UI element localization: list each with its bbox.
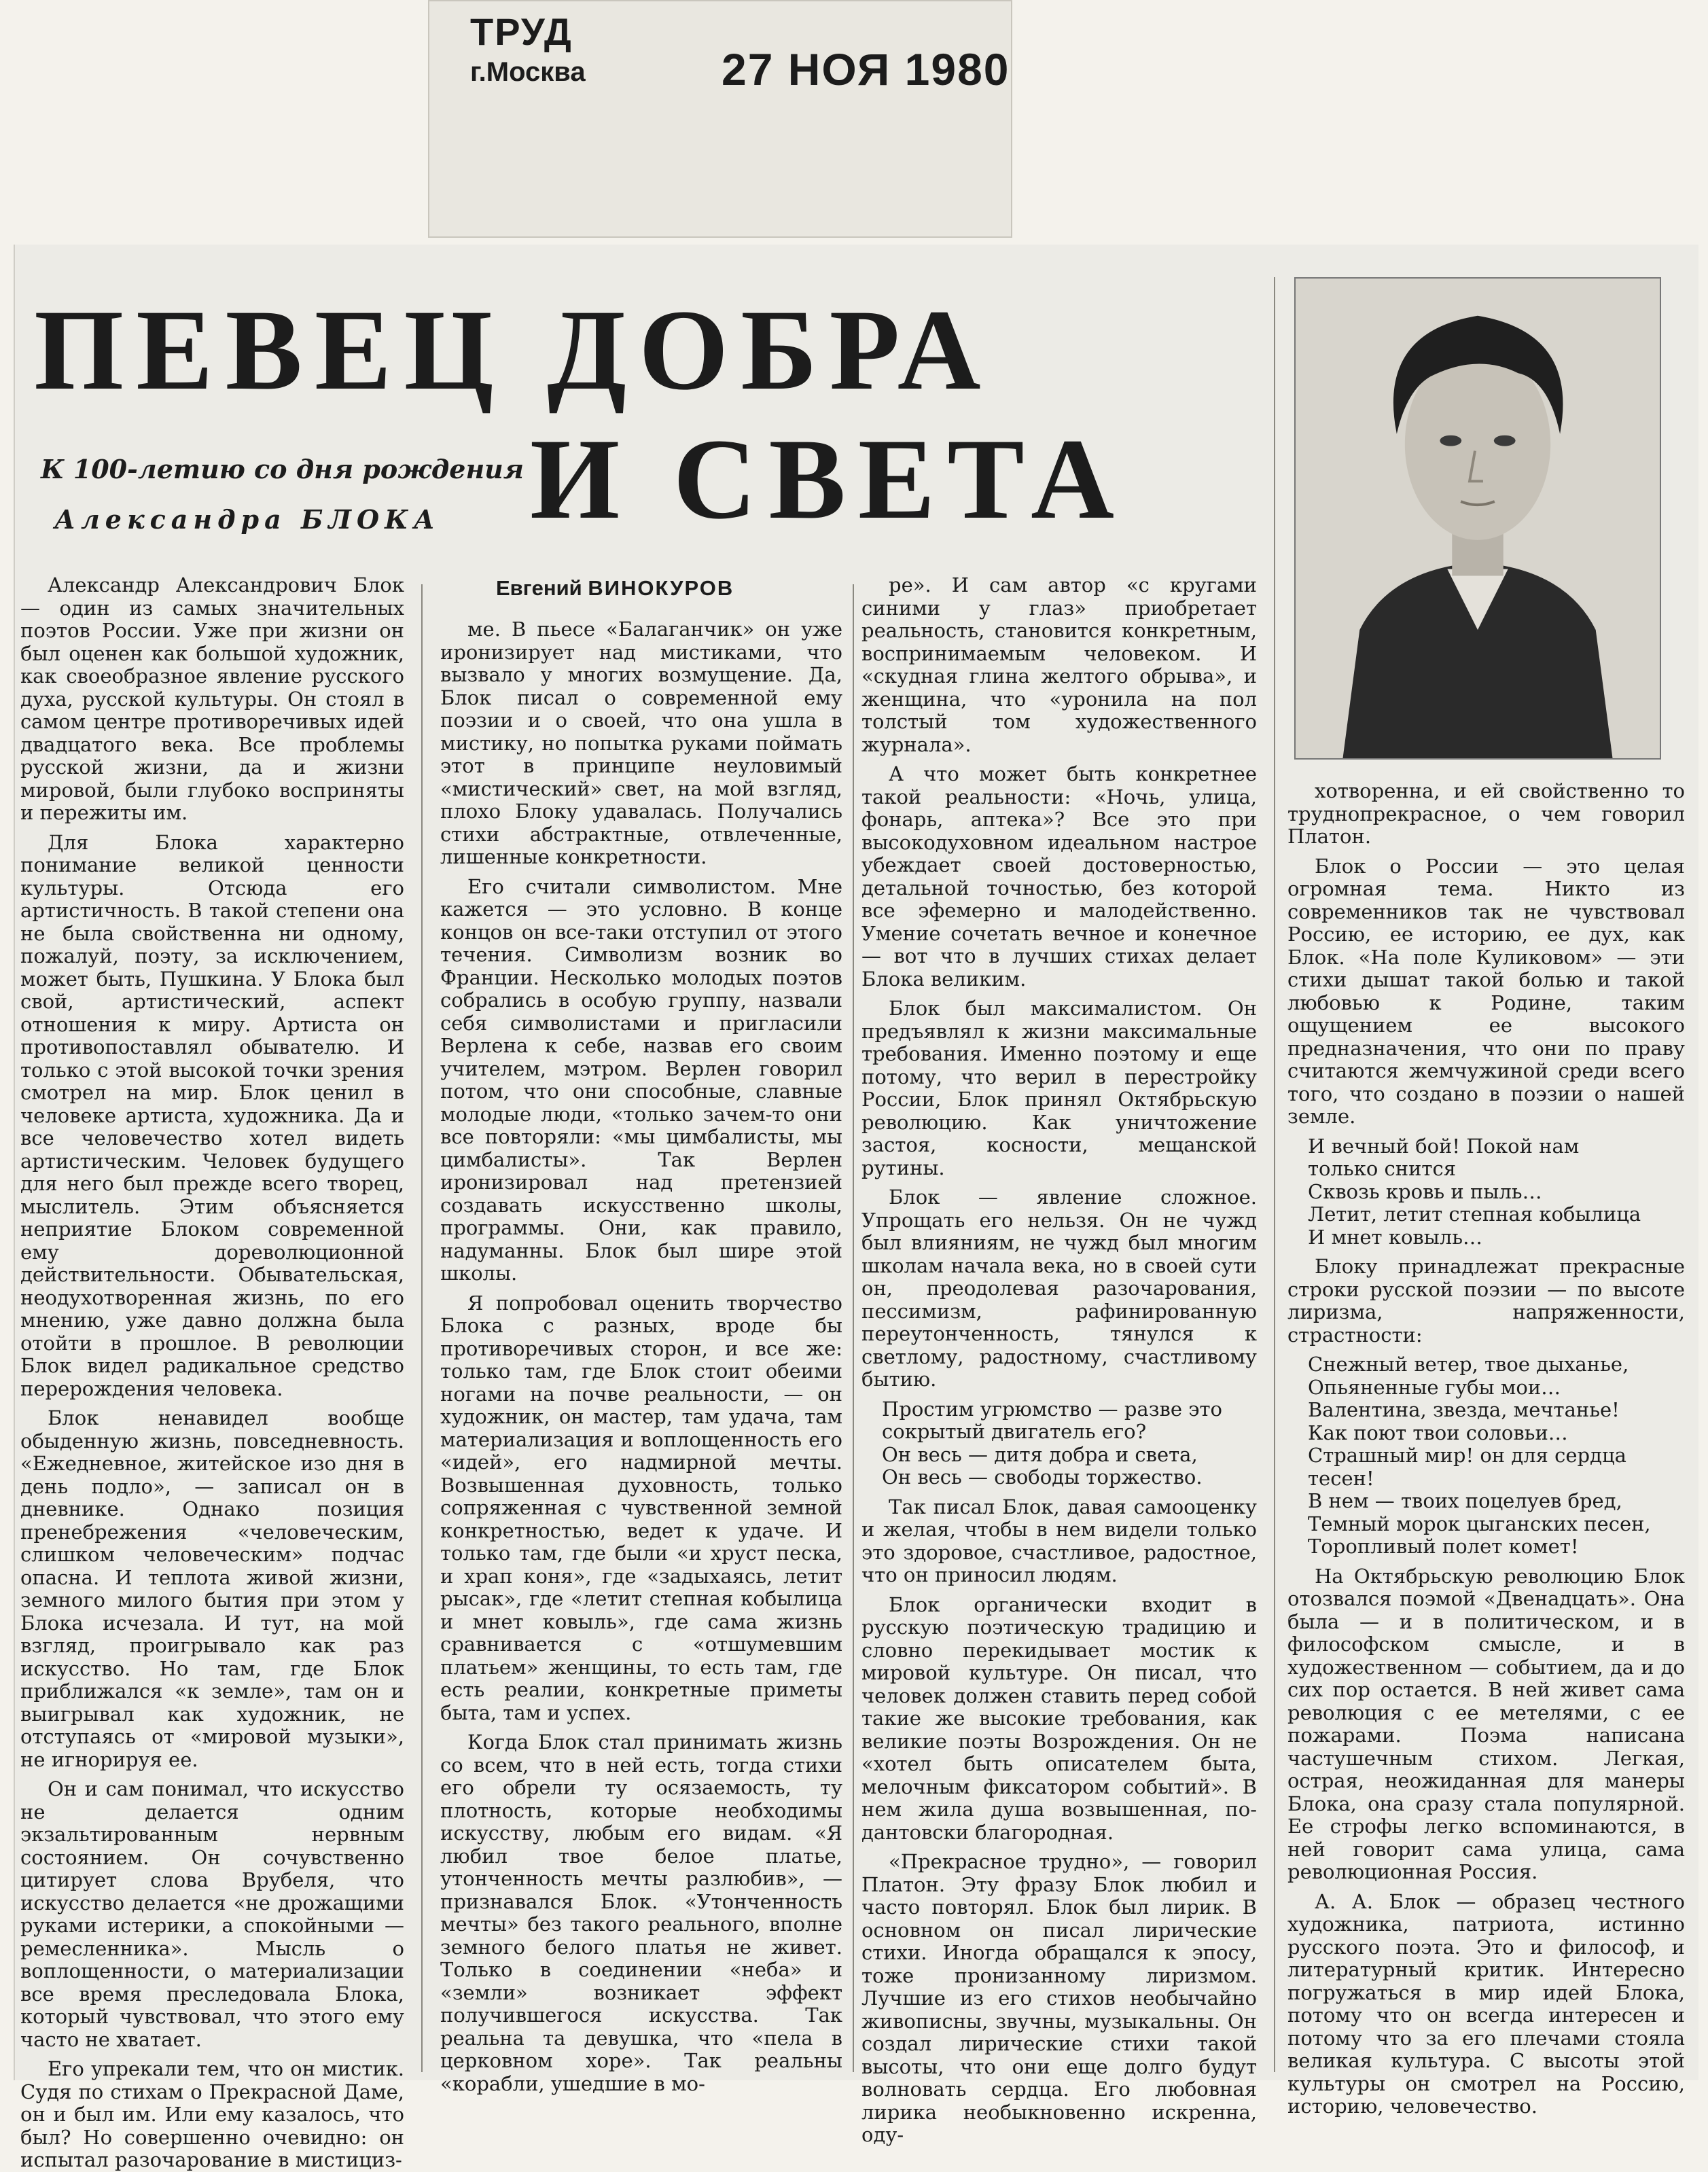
- article-paragraph: Александр Александрович Блок — один из самых значительных поэтов России. Уже при жизни он был оценен как большой художник, как своеобразное явление русского духа, русской культуры. Он стоял в самом центре противоречивых идей двадцатого века. Все проблемы русской жизни, да и жизни мировой, были глубоко восприняты и пережиты им.: [20, 573, 404, 824]
- article-paragraph: Так писал Блок, давая самооценку и желая, чтобы в нем видели только это здоровое, счастливое, радостное, что он приносил людям.: [861, 1495, 1257, 1586]
- article-paragraph: Его упрекали тем, что он мистик. Судя по стихам о Прекрасной Даме, он и был им. Или ему казалось, что был? Но совершенно очевидно: он испытал разочарование в мистициз-: [20, 2057, 404, 2171]
- article-paragraph: Его считали символистом. Мне кажется — это условно. В конце концов он все-таки отступил от этого течения. Символизм возник во Франции. Несколько молодых поэтов собрались в особую группу, назвали себя символистами и пригласили Верлена к себе, назвав его своим учителем, мэтром. Верлен говорил потом, что они способные, славные молодые люди, «только зачем-то они все повторяли: «мы цимбалисты, мы цимбалисты». Так Верлен иронизировал над претензией создавать искусственно школы, программы. Они, как правило, надуманны. Блок был шире этой школы.: [440, 874, 842, 1285]
- author-byline: [496, 576, 734, 601]
- poem-excerpt: Простим угрюмство — разве это сокрытый двигатель его? Он весь — дитя добра и света, Он весь — свободы торжество.: [882, 1397, 1222, 1489]
- subtitle-line-1: К 100-летию со дня рождения: [41, 454, 524, 484]
- column-divider: [853, 584, 854, 2072]
- article-paragraph: Для Блока характерно понимание великой ценности культуры. Отсюда его артистичность. В такой степени она не была свойственна ни одному, пожалуй, поэту, за исключением, может быть, Пушкина. У Блока был свой, артистический, аспект отношения к миру. Артиста он противопоставлял обывателю. И только с этой высокой точки зрения смотрел на мир. Блок ценил в человеке артиста, художника. Да и все человечество хотел видеть артистическим. Человек будущего для него был прежде всего творец, мыслитель. Этим объясняется неприятие Блоком современной ему дореволюционной действительности. Обывательская, неодухотворенная жизнь, по его мнению, уже давно должна была отойти в прошлое. В революции Блок видел радикальное средство перерождения человека.: [20, 830, 404, 1400]
- poem-excerpt: Снежный ветер, твое дыханье, Опьяненные губы мои… Валентина, звезда, мечтанье! Как поют твои соловьи… Страшный мир! он для сердца тесен! В нем — твоих поцелуев бред, Темный морок цыганских песен, Торопливый полет комет!: [1308, 1353, 1651, 1558]
- article-column-3: [861, 573, 1257, 2146]
- article-paragraph: Блок — явление сложное. Упрощать его нельзя. Он не чужд был влияниям, не чужд был многим школам начала века, но в своей сути он, преодолевая разочарования, пессимизм, рафинированную переутонченность, тянулся к светлому, радостному, счастливому бытию.: [861, 1186, 1257, 1391]
- portrait-photo: [1294, 277, 1661, 760]
- newspaper-city: г.Москва: [470, 57, 586, 87]
- article-paragraph: Блок органически входит в русскую поэтическую традицию и словно перекидывает мостик к мировой культуре. Он писал, что человек должен ставить перед собой такие же высокие требования, как великие поэты Возрождения. Он не «хотел быть описателем быта, мелочным фиксатором событий». В нем жила душа возвышенная, по-дантовски благородная.: [861, 1592, 1257, 1844]
- article-paragraph: ме. В пьесе «Балаганчик» он уже иронизирует над мистиками, что вызвало у многих возмущение. Да, Блок писал о современной ему поэзии и о своей, что она ушла в мистику, но попытка руками поймать этот в принципе неуловимый «мистический» свет, на мой взгляд, плохо Блоку удавалась. Получались стихи абстрактные, отвлеченные, лишенные конкретности.: [440, 618, 842, 868]
- article-column-1: [20, 573, 404, 2171]
- poem-excerpt: И вечный бой! Покой нам только снится Сквозь кровь и пыль… Летит, летит степная кобылица И мнет ковыль…: [1308, 1134, 1641, 1249]
- column-divider: [421, 584, 423, 2072]
- stamp-date: 27 НОЯ 1980: [722, 44, 1010, 94]
- headline-line-1: ПЕВЕЦ ДОБРА: [34, 286, 993, 414]
- article-column-4: [1287, 779, 1685, 2118]
- article-paragraph: ре». И сам автор «с кругами синими у глаз» приобретает реальность, становится конкретным, воспринимаемым человеком. И «скудная глина желтого обрыва», и женщина, что «уронила на пол толстый том художественного журнала».: [861, 573, 1257, 756]
- article-column-2: [440, 618, 842, 2095]
- author-last-name: ВИНОКУРОВ: [588, 576, 734, 600]
- subtitle-line-2: Александра БЛОКА: [54, 504, 440, 535]
- article-paragraph: Он и сам понимал, что искусство не делается одним экзальтированным нервным состоянием. Он сочувственно цитирует слова Врубеля, что искусство делается «не дрожащими руками истерики, а спокойными — ремесленника». Мысль о воплощенности, о материализации все время преследовала Блока, который чувствовал, что этого ему часто не хватает.: [20, 1777, 404, 2051]
- article-paragraph: А что может быть конкретнее такой реальности: «Ночь, улица, фонарь, аптека»? Все это при высокодуховном идеальном настрое убеждает своей достоверностью, детальной точностью, без которой все эфемерно и малодейственно. Умение сочетать вечное и конечное — вот что в лучших стихах делает Блока великим.: [861, 762, 1257, 991]
- article-paragraph: Блок о России — это целая огромная тема. Никто из современников так не чувствовал Россию, ее историю, ее дух, как Блок. «На поле Куликовом» — эти стихи дышат такой болью и такой любовью к Родине, таким ощущением ее высокого предназначения, что они по праву считаются жемчужиной среди всего того, что создано в поэзии о нашей земле.: [1287, 854, 1685, 1128]
- article-paragraph: Блок был максималистом. Он предъявлял к жизни максимальные требования. Именно поэтому и еще потому, что верил в перестройку России, Блок принял Октябрьскую революцию. Как уничтожение застоя, косности, мещанской рутины.: [861, 997, 1257, 1179]
- article-paragraph: На Октябрьскую революцию Блок отозвался поэмой «Двенадцать». Она была — и в политическом, и в философском смысле, и в художественном — событием, да и до сих пор остается. В ней живет сама революция с ее метелями, с ее пожарами. Поэма написана частушечным стихом. Легкая, острая, неожиданная для манеры Блока, она сразу стала популярной. Ее строфы легко вспоминаются, в ней говорит сама улица, сама революционная Россия.: [1287, 1564, 1685, 1883]
- article-paragraph: А. А. Блок — образец честного художника, патриота, истинно русского поэта. Это и философ, и литературный критик. Интересно погружаться в мир идей Блока, потому что он всегда интересен и потому что за его плечами стояла великая культура. С высоты этой культуры он смотрел на Россию, историю, человечество.: [1287, 1889, 1685, 2118]
- column-divider: [1274, 277, 1275, 2072]
- article-paragraph: «Прекрасное трудно», — говорил Платон. Эту фразу Блок любил и часто повторял. Блок был лирик. В основном он писал лирические стихи. Иногда обращался к эпосу, тоже пронизанному лиризмом. Лучшие из его стихов необычайно живописны, звучны, музыкальны. Он создал лирические стихи такой высоты, что они еще долго будут волновать сердца. Его любовная лирика необыкновенно искренна, оду-: [861, 1850, 1257, 2146]
- author-first-name: Евгений: [496, 576, 582, 600]
- article-paragraph: Блоку принадлежат прекрасные строки русской поэзии — по высоте лиризма, напряженности, страстности:: [1287, 1255, 1685, 1347]
- newspaper-name: ТРУД: [470, 10, 573, 53]
- headline-line-2: И СВЕТА: [530, 415, 1126, 543]
- article-paragraph: Я попробовал оценить творчество Блока с разных, вроде бы противоречивых сторон, и все же: только там, где Блок стоит обеими ногами на почве реальности, — он художник, он мастер, там удача, там материализация и воплощенность его «идей», его надмирной мечты. Возвышенная духовность, только сопряженная с чувственной земной конкретностью, ведет к удаче. И только там, где были «и хруст песка, и храп коня», где «задыхаясь, летит рысак», где «летит степная кобылица и мнет ковыль», где сама жизнь сравнивается с «отшумевшим платьем» женщины, то есть там, где есть реалии, конкретные приметы быта, там и успех.: [440, 1291, 842, 1724]
- newspaper-stamp: [428, 0, 1012, 238]
- article-paragraph: Когда Блок стал принимать жизнь со всем, что в ней есть, тогда стихи его обрели ту осязаемость, ту плотность, которые необходимы искусству, любым его видам. «Я любил твое белое платье, утонченность мечты разлюбив», — признавался Блок. «Утонченность мечты» без такого реального, вполне земного белого платья не живет. Только в соединении «неба» и «земли» возникает эффект получившегося искусства. Так реальна та девушка, что «пела в церковном хоре». Так реальны «корабли, ушедшие в мо-: [440, 1730, 842, 2095]
- article-paragraph: Блок ненавидел вообще обыденную жизнь, повседневность. «Ежедневное, житейское изо дня в день подло», — записал он в дневнике. Однако позиция пренебрежения «человеческим, слишком человеческим» подчас опасна. И теплота живой жизни, земного милого бытия при этом у Блока исчезала. И тут, на мой взгляд, проигрывало как раз искусство. Но там, где Блок приближался «к земле», там он и выигрывал как художник, не отступаясь от «мировой музыки», не игнорируя ее.: [20, 1406, 404, 1771]
- portrait-illustration: [1296, 279, 1660, 758]
- article-paragraph: хотворенна, и ей свойственно то труднопрекрасное, о чем говорил Платон.: [1287, 779, 1685, 848]
